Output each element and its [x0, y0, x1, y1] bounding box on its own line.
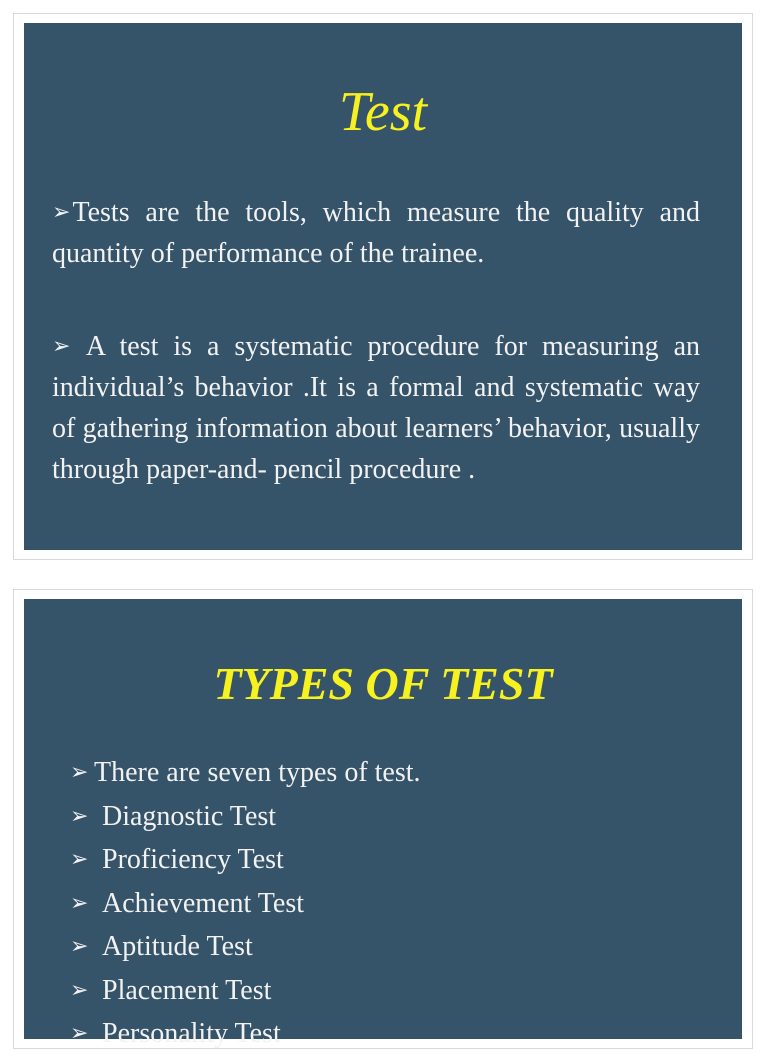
- arrow-bullet-icon: ➢: [70, 846, 89, 871]
- list-item-text: There are seven types of test.: [94, 757, 421, 788]
- slide-frame-2: [13, 589, 753, 1049]
- slide-test-definition: [24, 23, 742, 550]
- slide-frame-1: [13, 13, 753, 560]
- list-item-text: Proficiency Test: [102, 844, 284, 875]
- slide-title: Test: [338, 81, 428, 143]
- arrow-bullet-icon: ➢: [70, 889, 89, 915]
- list-item: [70, 795, 421, 839]
- list-item: [70, 751, 421, 795]
- arrow-bullet-icon: ➢: [52, 333, 71, 358]
- arrow-bullet-icon: ➢: [70, 1020, 89, 1045]
- list-item: [70, 838, 421, 882]
- list-item: [70, 925, 421, 969]
- list-item: [70, 969, 421, 1013]
- arrow-bullet-icon: ➢: [70, 802, 89, 828]
- bullet-paragraph: [52, 191, 700, 274]
- bullet-paragraph: [52, 325, 700, 490]
- paragraph-text: A test is a systematic procedure for measuring an individual’s behavior .It is a formal and systematic way of gathering information about learners’ behavior, usually through paper-and- pencil procedure .: [52, 331, 700, 485]
- list-item: [70, 1012, 421, 1056]
- arrow-bullet-icon: ➢: [70, 976, 89, 1002]
- list-item-text: Personality Test: [102, 1018, 281, 1049]
- list-item-text: Aptitude Test: [102, 931, 253, 962]
- arrow-bullet-icon: ➢: [70, 759, 89, 784]
- slide-types-of-test: [24, 599, 742, 1049]
- arrow-bullet-icon: ➢: [52, 199, 71, 224]
- arrow-bullet-icon: ➢: [70, 933, 89, 958]
- paragraph-text: Tests are the tools, which measure the quality and quantity of performance of the trainee.: [52, 197, 700, 269]
- list-item-text: Diagnostic Test: [102, 800, 277, 832]
- types-list: [70, 751, 421, 1056]
- list-item-text: Placement Test: [102, 974, 272, 1006]
- list-item: [70, 882, 421, 926]
- list-item-text: Achievement Test: [102, 887, 305, 919]
- slide-title: TYPES OF TEST: [213, 658, 553, 709]
